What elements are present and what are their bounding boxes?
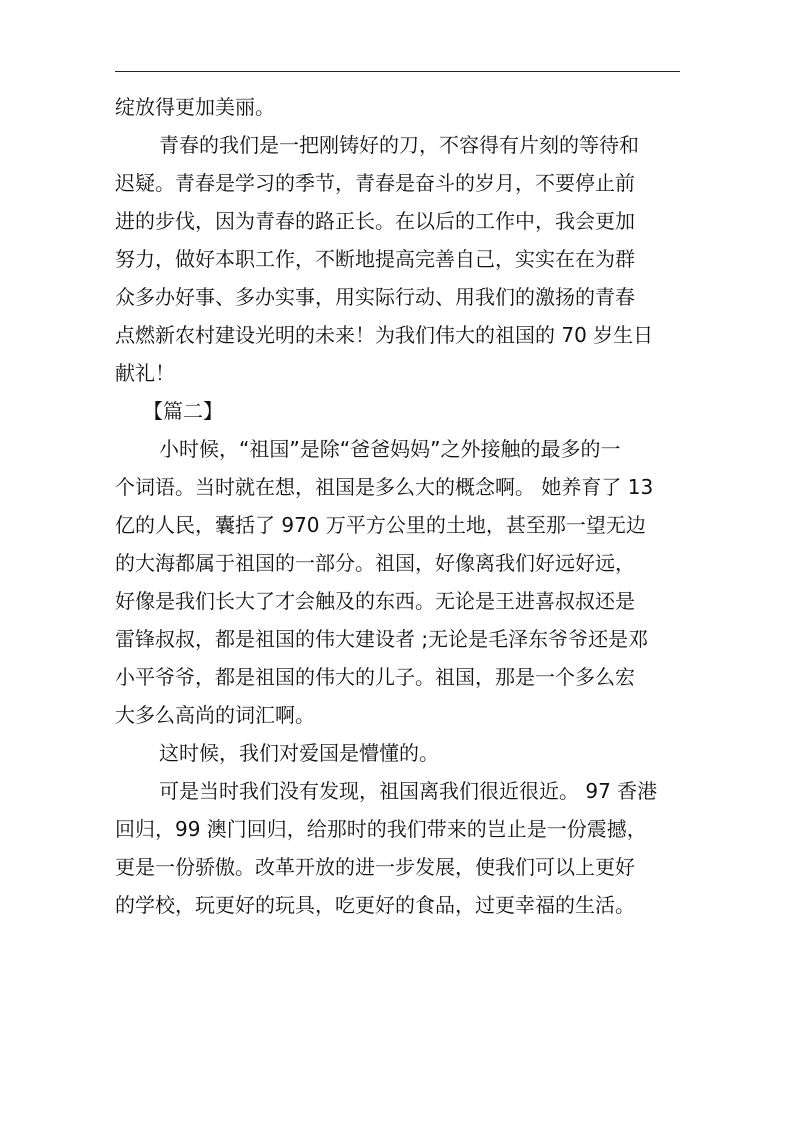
text-line: 小时候，“祖国”是除“爸爸妈妈”之外接触的最多的一 bbox=[159, 437, 621, 461]
text-line: 努力，做好本职工作，不断地提高完善自己，实实在在为群 bbox=[115, 247, 635, 271]
text-line: 的大海都属于祖国的一部分。祖国，好像离我们好远好远， bbox=[115, 551, 635, 575]
text-line: 更是一份骄傲。改革开放的进一步发展，使我们可以上更好 bbox=[115, 855, 635, 879]
text-line: 回归，99 澳门回归，给那时的我们带来的岂止是一份震撼， bbox=[115, 817, 647, 841]
text-line: 可是当时我们没有发现，祖国离我们很近很近。 97 香港 bbox=[159, 779, 658, 803]
text-line: 个词语。当时就在想，祖国是多么大的概念啊。 她养育了 13 bbox=[115, 475, 654, 499]
text-line: 亿的人民，囊括了 970 万平方公里的土地，甚至那一望无边 bbox=[115, 513, 646, 537]
text-line: 绽放得更加美丽。 bbox=[115, 95, 275, 119]
text-line: 这时候，我们对爱国是懵懂的。 bbox=[159, 741, 439, 765]
text-line: 众多办好事、多办实事，用实际行动、用我们的激扬的青春 bbox=[115, 285, 635, 309]
text-line: 大多么高尚的词汇啊。 bbox=[115, 703, 315, 727]
text-line: 雷锋叔叔，都是祖国的伟大建设者 ;无论是毛泽东爷爷还是邓 bbox=[115, 627, 649, 651]
text-line: 青春的我们是一把刚铸好的刀，不容得有片刻的等待和 bbox=[159, 133, 639, 157]
text-line: 迟疑。青春是学习的季节，青春是奋斗的岁月，不要停止前 bbox=[115, 171, 635, 195]
text-line: 的学校，玩更好的玩具，吃更好的食品，过更幸福的生活。 bbox=[115, 893, 635, 917]
text-line: 献礼！ bbox=[115, 361, 175, 385]
header-rule bbox=[115, 71, 680, 72]
section-title: 【篇二】 bbox=[143, 399, 223, 423]
document-body bbox=[115, 88, 680, 924]
text-line: 进的步伐，因为青春的路正长。在以后的工作中，我会更加 bbox=[115, 209, 635, 233]
text-line: 好像是我们长大了才会触及的东西。无论是王进喜叔叔还是 bbox=[115, 589, 635, 613]
text-line: 小平爷爷，都是祖国的伟大的儿子。祖国，那是一个多么宏 bbox=[115, 665, 635, 689]
text-line: 点燃新农村建设光明的未来！为我们伟大的祖国的 70 岁生日 bbox=[115, 323, 654, 347]
